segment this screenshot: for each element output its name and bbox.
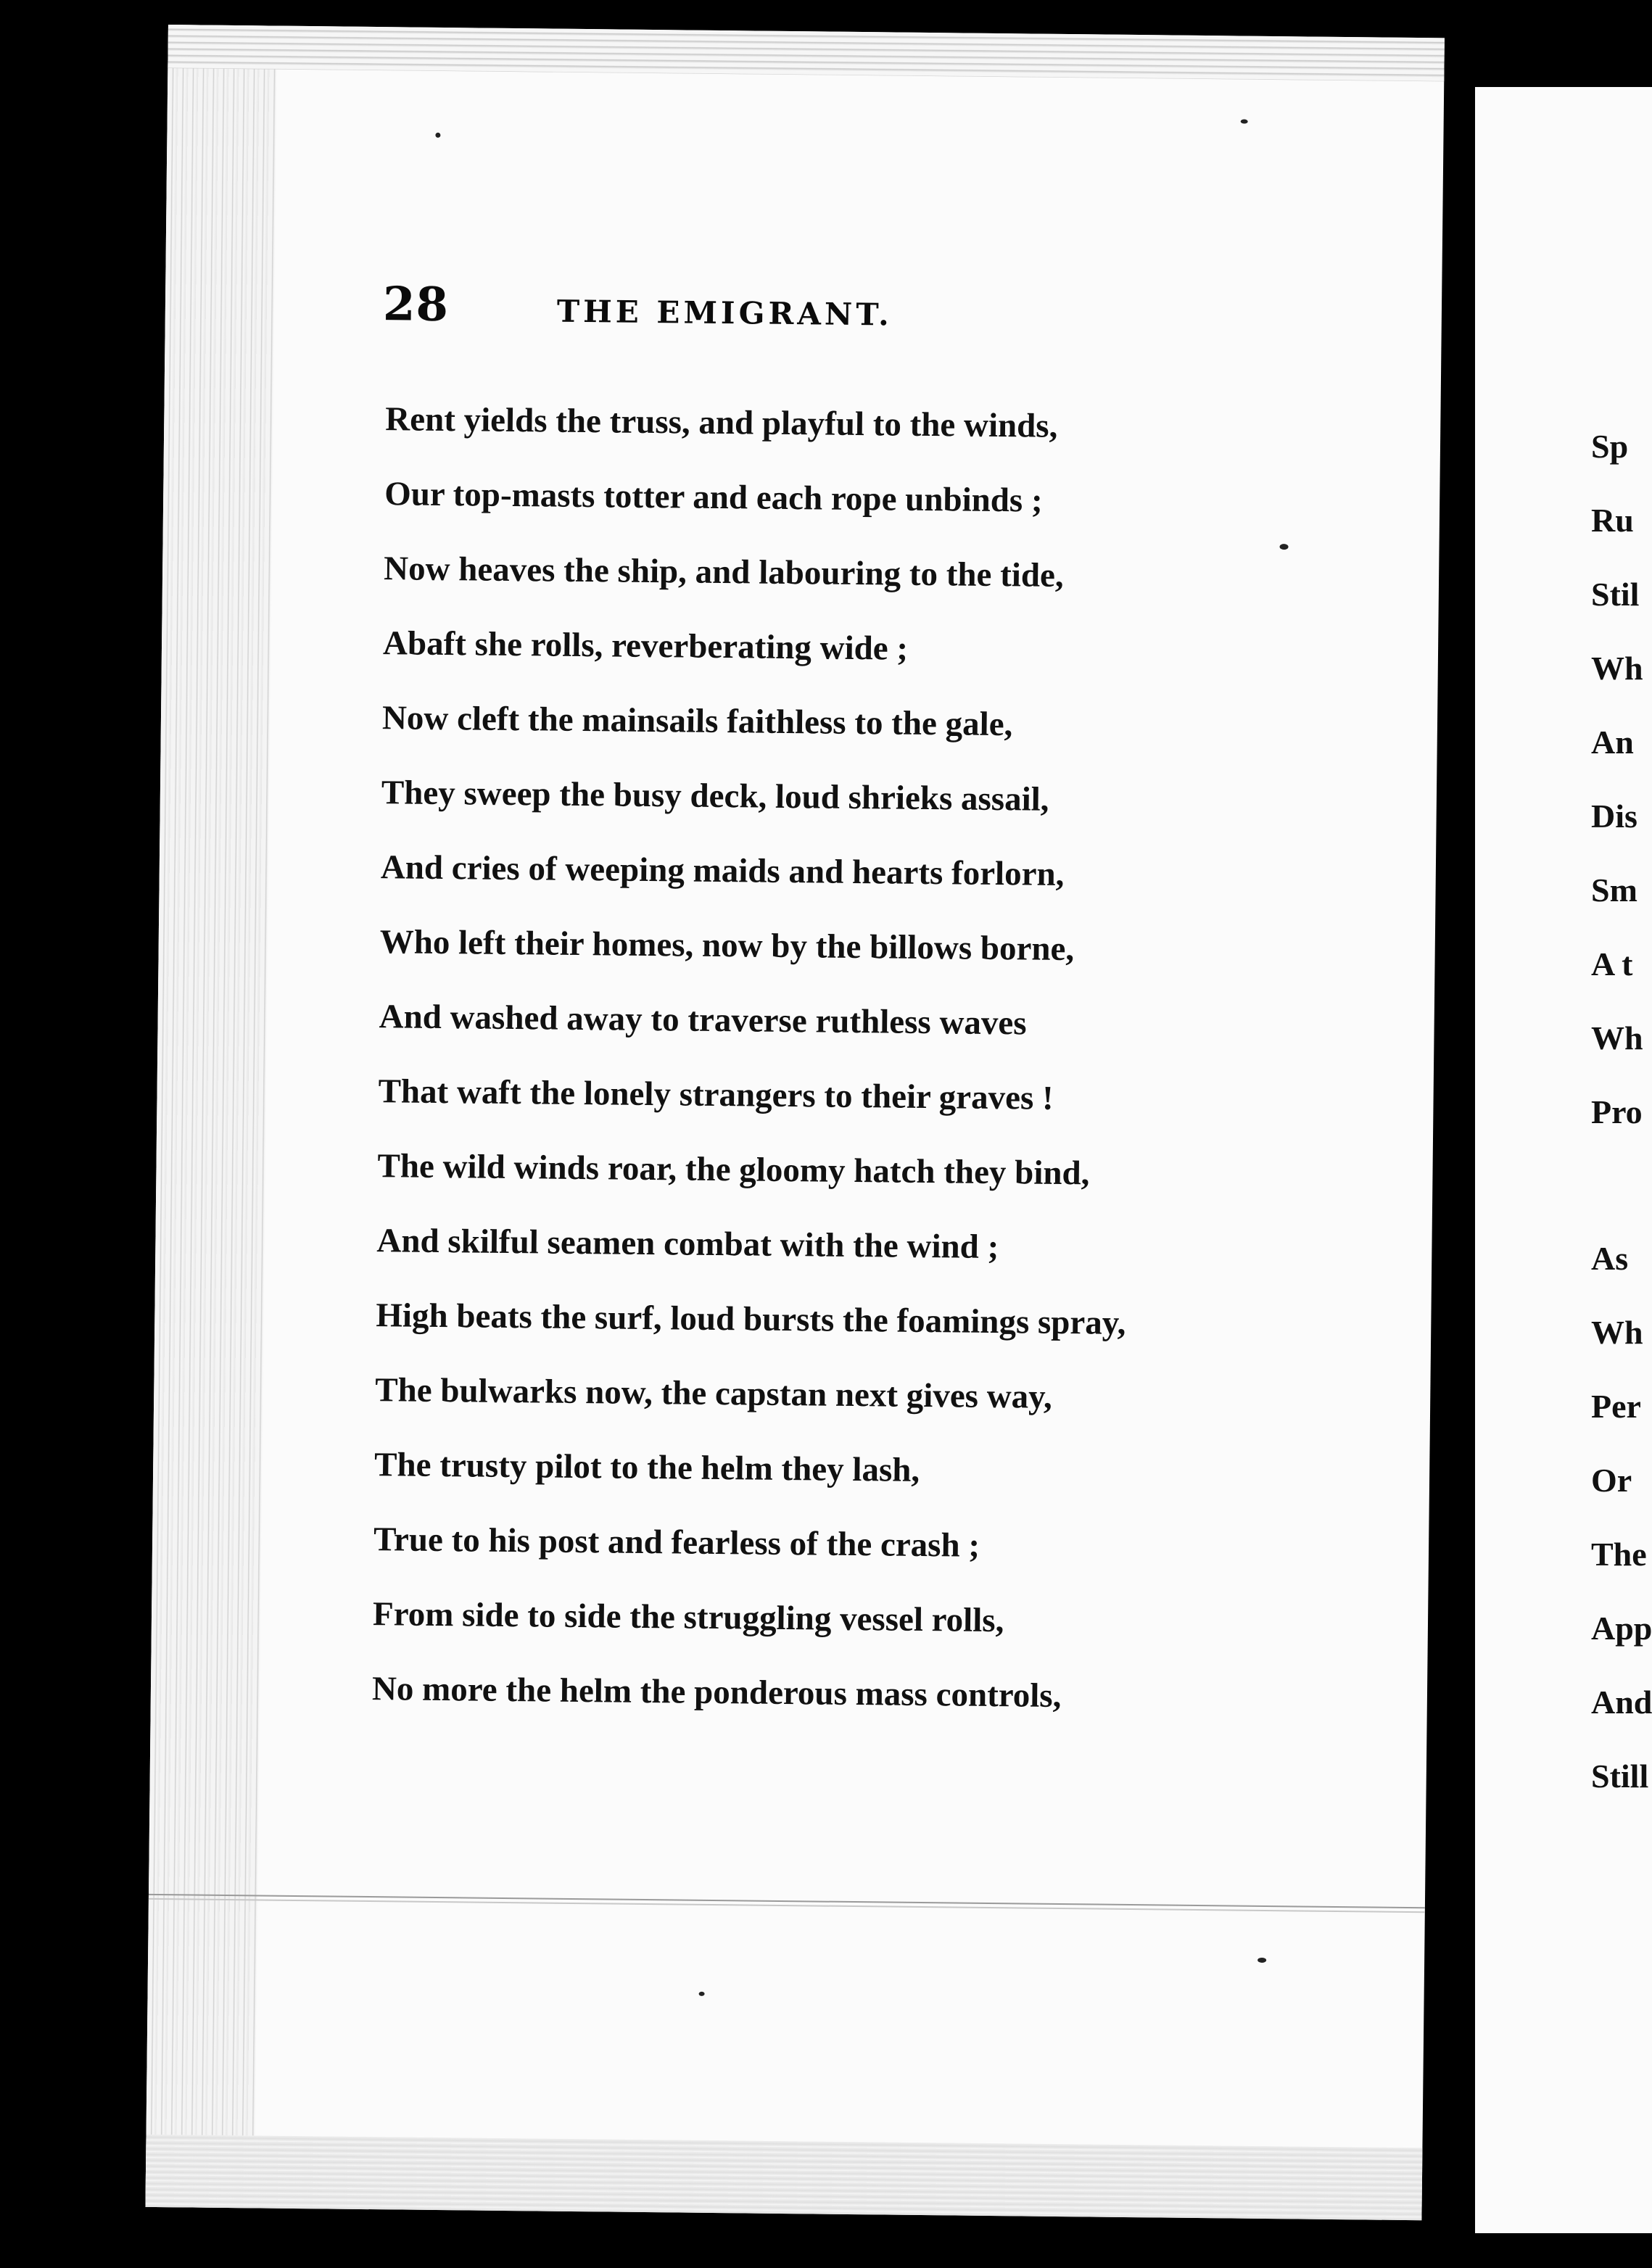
stanza-break xyxy=(1591,1149,1652,1222)
running-head xyxy=(382,277,1253,352)
facing-line: The xyxy=(1591,1536,1647,1573)
poem-line: Who left their homes, now by the billows borne, xyxy=(379,923,1075,969)
poem-line: Rent yields the truss, and playful to the winds, xyxy=(385,400,1058,445)
facing-line: Pro xyxy=(1591,1093,1643,1130)
scan-speck xyxy=(1241,119,1248,123)
page-number: 28 xyxy=(382,277,450,333)
poem-line: And cries of weeping maids and hearts forlorn, xyxy=(380,848,1065,893)
facing-line: A t xyxy=(1591,945,1633,982)
page-edge-shading xyxy=(145,25,277,2208)
facing-line: Wh xyxy=(1591,650,1643,687)
page-title: THE EMIGRANT. xyxy=(556,293,893,333)
facing-line: Ru xyxy=(1591,502,1634,539)
facing-line: An xyxy=(1591,724,1634,761)
poem-line: They sweep the busy deck, loud shrieks assail, xyxy=(381,774,1049,819)
poem-line: Abaft she rolls, reverberating wide ; xyxy=(382,624,909,668)
book-gutter xyxy=(1445,0,1475,2268)
poem-line: High beats the surf, loud bursts the foamings spray, xyxy=(376,1296,1126,1342)
scan-speck xyxy=(1280,544,1289,550)
scan-speck xyxy=(699,1992,705,1996)
page-bottom-edge xyxy=(145,2135,1422,2220)
poem-line: True to his post and fearless of the crash ; xyxy=(373,1520,980,1565)
poem-line: The wild winds roar, the gloomy hatch they bind, xyxy=(377,1147,1090,1193)
poem-line: The trusty pilot to the helm they lash, xyxy=(373,1446,920,1489)
facing-line: And xyxy=(1591,1684,1652,1721)
page-top-edge xyxy=(168,25,1445,81)
facing-line: Sm xyxy=(1591,872,1637,909)
facing-line: Wh xyxy=(1591,1019,1643,1056)
left-page xyxy=(145,25,1444,2220)
facing-line: Wh xyxy=(1591,1314,1643,1351)
poem-line: The bulwarks now, the capstan next gives way, xyxy=(375,1371,1053,1416)
poem-line: From side to side the struggling vessel rolls, xyxy=(372,1595,1004,1640)
scan-speck xyxy=(435,133,440,138)
facing-line: Or xyxy=(1591,1462,1632,1499)
facing-page-text xyxy=(1591,410,1652,1813)
poem-line: That waft the lonely strangers to their graves ! xyxy=(378,1072,1054,1117)
facing-line: Per xyxy=(1591,1388,1641,1425)
poem-line: Now cleft the mainsails faithless to the gale, xyxy=(381,699,1013,744)
facing-line: App xyxy=(1591,1610,1652,1647)
scan-speck xyxy=(1257,1958,1266,1963)
facing-line: Stil xyxy=(1591,576,1640,613)
poem-line: Now heaves the ship, and labouring to the tide, xyxy=(383,550,1064,595)
poem-line: And skilful seamen combat with the wind ; xyxy=(376,1222,999,1267)
facing-line: Dis xyxy=(1591,798,1637,835)
horizontal-crease xyxy=(149,1894,1425,1913)
facing-line: Sp xyxy=(1591,428,1629,465)
facing-line: As xyxy=(1591,1240,1629,1277)
poem-line: And washed away to traverse ruthless waves xyxy=(379,998,1027,1043)
poem-line: No more the helm the ponderous mass controls, xyxy=(371,1670,1062,1716)
poem-text xyxy=(371,382,1299,1736)
facing-line: Still xyxy=(1591,1758,1649,1795)
poem-line: Our top-masts totter and each rope unbinds ; xyxy=(384,475,1043,520)
facing-page xyxy=(1475,87,1652,2233)
